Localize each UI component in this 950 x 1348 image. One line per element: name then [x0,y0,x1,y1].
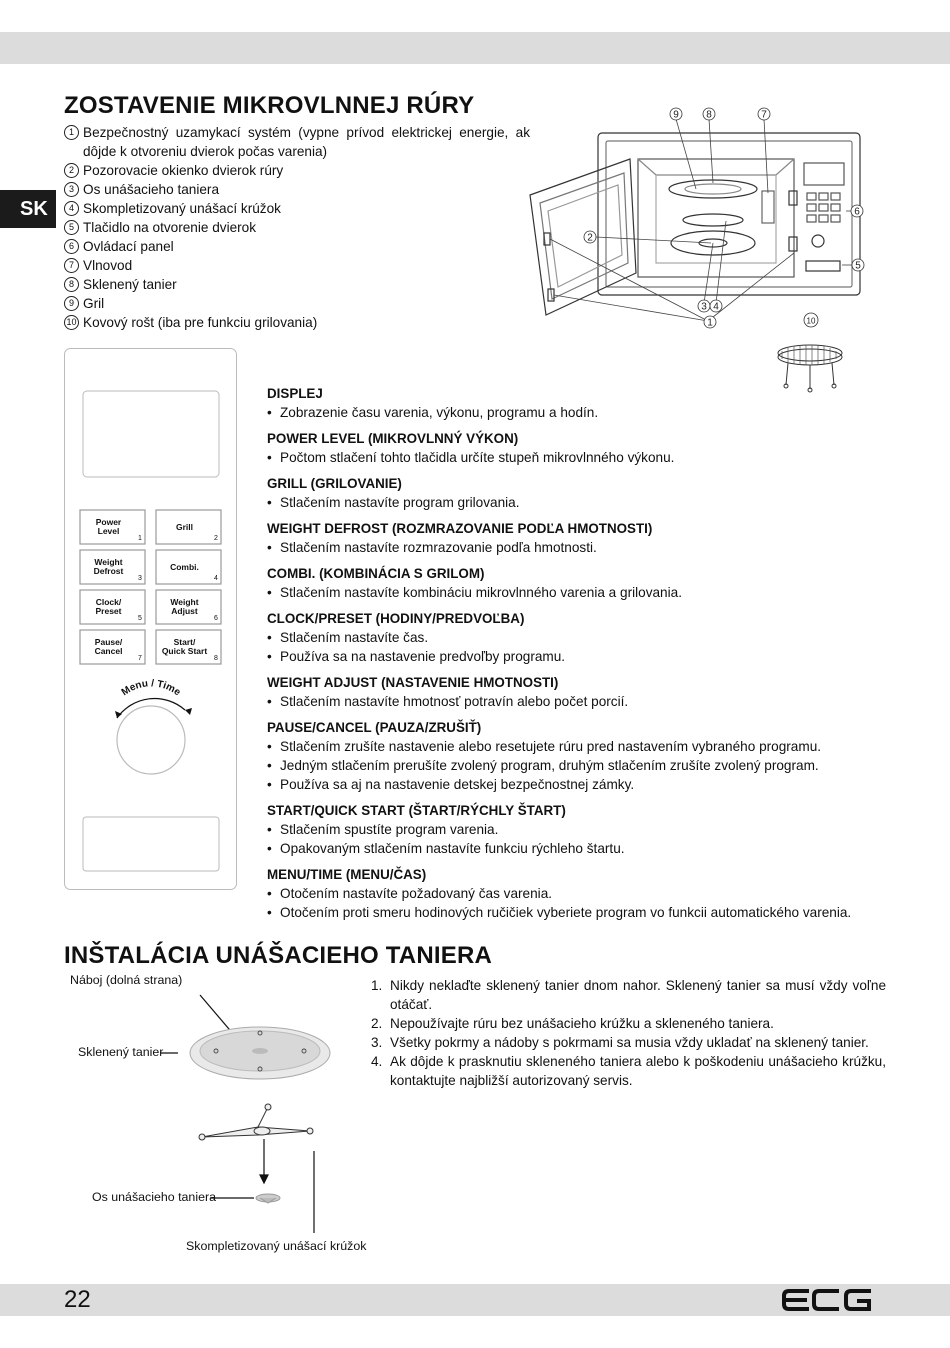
panel-button-label: Pause/ [94,637,123,647]
description-item: • Používa sa aj na nastavenie detskej bezpečnostnej zámky. [267,775,907,794]
panel-button-number: 4 [214,575,218,582]
part-number: 9 [64,296,79,311]
install-steps [371,976,886,1090]
description-section [267,384,907,422]
parts-list [64,123,530,332]
description-item: • Počtom stlačení tohto tlačidla určíte stupeň mikrovlnného výkonu. [267,448,907,467]
step-number: 3. [371,1035,383,1050]
description-item: • Otočením proti smeru hodinových ručičiek vyberiete program vo funkcii automatického varenia. [267,903,907,922]
description-section [267,474,907,512]
description-heading: DISPLEJ [267,386,323,401]
callout-9: 9 [673,109,679,121]
label-roller-ring: Skompletizovaný unášací krúžok [186,1239,367,1253]
part-text: Kovový rošt (iba pre funkciu grilovania) [83,315,318,330]
display-window [83,391,219,477]
description-section [267,609,907,666]
part-item [64,123,530,161]
part-item [64,180,530,199]
turntable-illustration [150,985,350,1250]
part-text: Vlnovod [83,258,133,273]
dial-label: Menu / Time [119,678,183,699]
panel-button-label: Quick Start [161,646,208,656]
shaft-icon [256,1194,280,1203]
description-item: • Stlačením nastavíte program grilovania. [267,493,907,512]
part-text: Os unášacieho taniera [83,182,220,197]
panel-button-number: 5 [138,615,142,622]
description-item: • Otočením nastavíte požadovaný čas varenia. [267,884,907,903]
callout-10: 10 [806,316,816,326]
panel-button-label: Weight [94,557,123,567]
panel-button-label: Defrost [93,566,124,576]
step-text: Nepoužívajte rúru bez unášacieho krúžku a skleneného taniera. [390,1016,774,1031]
part-text: Bezpečnostný uzamykací systém (vypne prívod elektrickej energie, ak dôjde k otvoreniu dvierok počas varenia) [83,125,530,159]
panel-button-number: 7 [138,655,142,662]
panel-button [156,510,221,544]
part-text: Sklenený tanier [83,277,177,292]
menu-time-dial [117,706,185,774]
description-section [267,564,907,602]
part-number: 8 [64,277,79,292]
panel-button-number: 8 [214,655,218,662]
step-number: 2. [371,1016,383,1031]
part-number: 2 [64,163,79,178]
roller-ring-icon [199,1104,313,1140]
description-section [267,429,907,467]
description-item: • Stlačením spustíte program varenia. [267,820,907,839]
control-panel-illustration [64,348,238,890]
panel-button-label: Power [95,517,122,527]
callout-7: 7 [761,109,767,121]
part-text: Ovládací panel [83,239,174,254]
description-heading: PAUSE/CANCEL (PAUZA/ZRUŠIŤ) [267,720,482,735]
panel-button-label: Cancel [94,646,123,656]
part-number: 1 [64,125,79,140]
panel-button [156,550,221,584]
install-step [371,1052,886,1090]
step-text: Ak dôjde k prasknutiu skleneného taniera alebo k poškodeniu unášacieho krúžku, kontaktujte najbližší autorizovaný servis. [390,1054,886,1088]
panel-button-label: Adjust [171,606,198,616]
part-item [64,218,530,237]
description-section [267,865,907,922]
section-title-assembly: ZOSTAVENIE MIKROVLNNEJ RÚRY [64,92,475,119]
install-step [371,976,886,1014]
description-heading: COMBI. (KOMBINÁCIA S GRILOM) [267,566,485,581]
part-text: Pozorovacie okienko dvierok rúry [83,163,284,178]
part-item [64,275,530,294]
label-shaft: Os unášacieho taniera [92,1190,216,1204]
panel-button [80,590,145,624]
part-item [64,294,530,313]
description-item: • Stlačením nastavíte hmotnosť potravín alebo počet porcií. [267,692,907,711]
panel-button-label: Grill [175,522,194,532]
description-item: • Používa sa na nastavenie predvoľby programu. [267,647,907,666]
description-item: • Stlačením nastavíte čas. [267,628,907,647]
part-item [64,313,530,332]
ecg-logo-icon [781,1287,873,1313]
part-text: Tlačidlo na otvorenie dvierok [83,220,257,235]
panel-button [156,590,221,624]
part-number: 3 [64,182,79,197]
callout-6: 6 [854,206,860,218]
language-tab: SK [0,190,56,228]
description-section [267,519,907,557]
section-title-install: INŠTALÁCIA UNÁŠACIEHO TANIERA [64,942,493,969]
description-item: • Zobrazenie času varenia, výkonu, programu a hodín. [267,403,907,422]
part-number: 6 [64,239,79,254]
panel-button-label: Level [97,526,120,536]
panel-button [156,630,221,664]
description-item: • Stlačením zrušíte nastavenie alebo resetujete rúru pred nastavením vybraného programu. [267,737,907,756]
description-section [267,673,907,711]
part-item [64,161,530,180]
description-section [267,801,907,858]
panel-button-number: 3 [138,575,142,582]
page-number: 22 [64,1286,91,1313]
description-heading: CLOCK/PRESET (HODINY/PREDVOĽBA) [267,611,525,626]
part-item [64,199,530,218]
label-hub: Náboj (dolná strana) [70,973,183,987]
callout-1: 1 [707,317,713,329]
step-text: Všetky pokrmy a nádoby s pokrmami sa musia vždy ukladať na sklenený tanier. [390,1035,869,1050]
description-item: • Opakovaným stlačením nastavíte funkciu rýchleho štartu. [267,839,907,858]
description-item: • Stlačením nastavíte rozmrazovanie podľa hmotnosti. [267,538,907,557]
description-heading: GRILL (GRILOVANIE) [267,476,402,491]
header-band [0,32,950,64]
panel-button-label: Combi. [170,562,199,572]
part-number: 10 [64,315,79,330]
part-item [64,256,530,275]
panel-button-label: Clock/ [95,597,122,607]
panel-button [80,550,145,584]
callout-3: 3 [701,301,707,313]
part-text: Gril [83,296,105,311]
button-descriptions [267,384,907,929]
description-heading: WEIGHT ADJUST (NASTAVENIE HMOTNOSTI) [267,675,559,690]
panel-button-label: Start/ [173,637,196,647]
part-number: 4 [64,201,79,216]
label-glass-tray: Sklenený tanier [78,1045,164,1059]
callout-8: 8 [706,109,712,121]
description-item: • Stlačením nastavíte kombináciu mikrovlnného varenia a grilovania. [267,583,907,602]
part-number: 5 [64,220,79,235]
part-number: 7 [64,258,79,273]
panel-button-label: Preset [95,606,122,616]
part-text: Skompletizovaný unášací krúžok [83,201,281,216]
description-heading: POWER LEVEL (MIKROVLNNÝ VÝKON) [267,431,519,446]
oven-illustration [526,103,866,393]
part-item [64,237,530,256]
panel-button-number: 2 [214,535,218,542]
panel-button [80,630,145,664]
description-section [267,718,907,794]
step-number: 1. [371,978,383,993]
panel-button-number: 1 [138,535,142,542]
callout-5: 5 [855,260,861,272]
callout-2: 2 [587,232,593,244]
panel-button [80,510,145,544]
callout-4: 4 [713,301,719,313]
step-text: Nikdy neklaďte sklenený tanier dnom nahor. Sklenený tanier sa musí vždy voľne otáčať. [390,978,886,1012]
step-number: 4. [371,1054,383,1069]
install-step [371,1033,886,1052]
description-heading: START/QUICK START (ŠTART/RÝCHLY ŠTART) [267,803,566,818]
panel-button-number: 6 [214,615,218,622]
description-heading: WEIGHT DEFROST (ROZMRAZOVANIE PODĽA HMOTNOSTI) [267,521,653,536]
description-heading: MENU/TIME (MENU/ČAS) [267,867,427,882]
install-step [371,1014,886,1033]
description-item: • Jedným stlačením prerušíte zvolený program, druhým stlačením zrušíte zvolený program. [267,756,907,775]
panel-button-label: Weight [170,597,199,607]
